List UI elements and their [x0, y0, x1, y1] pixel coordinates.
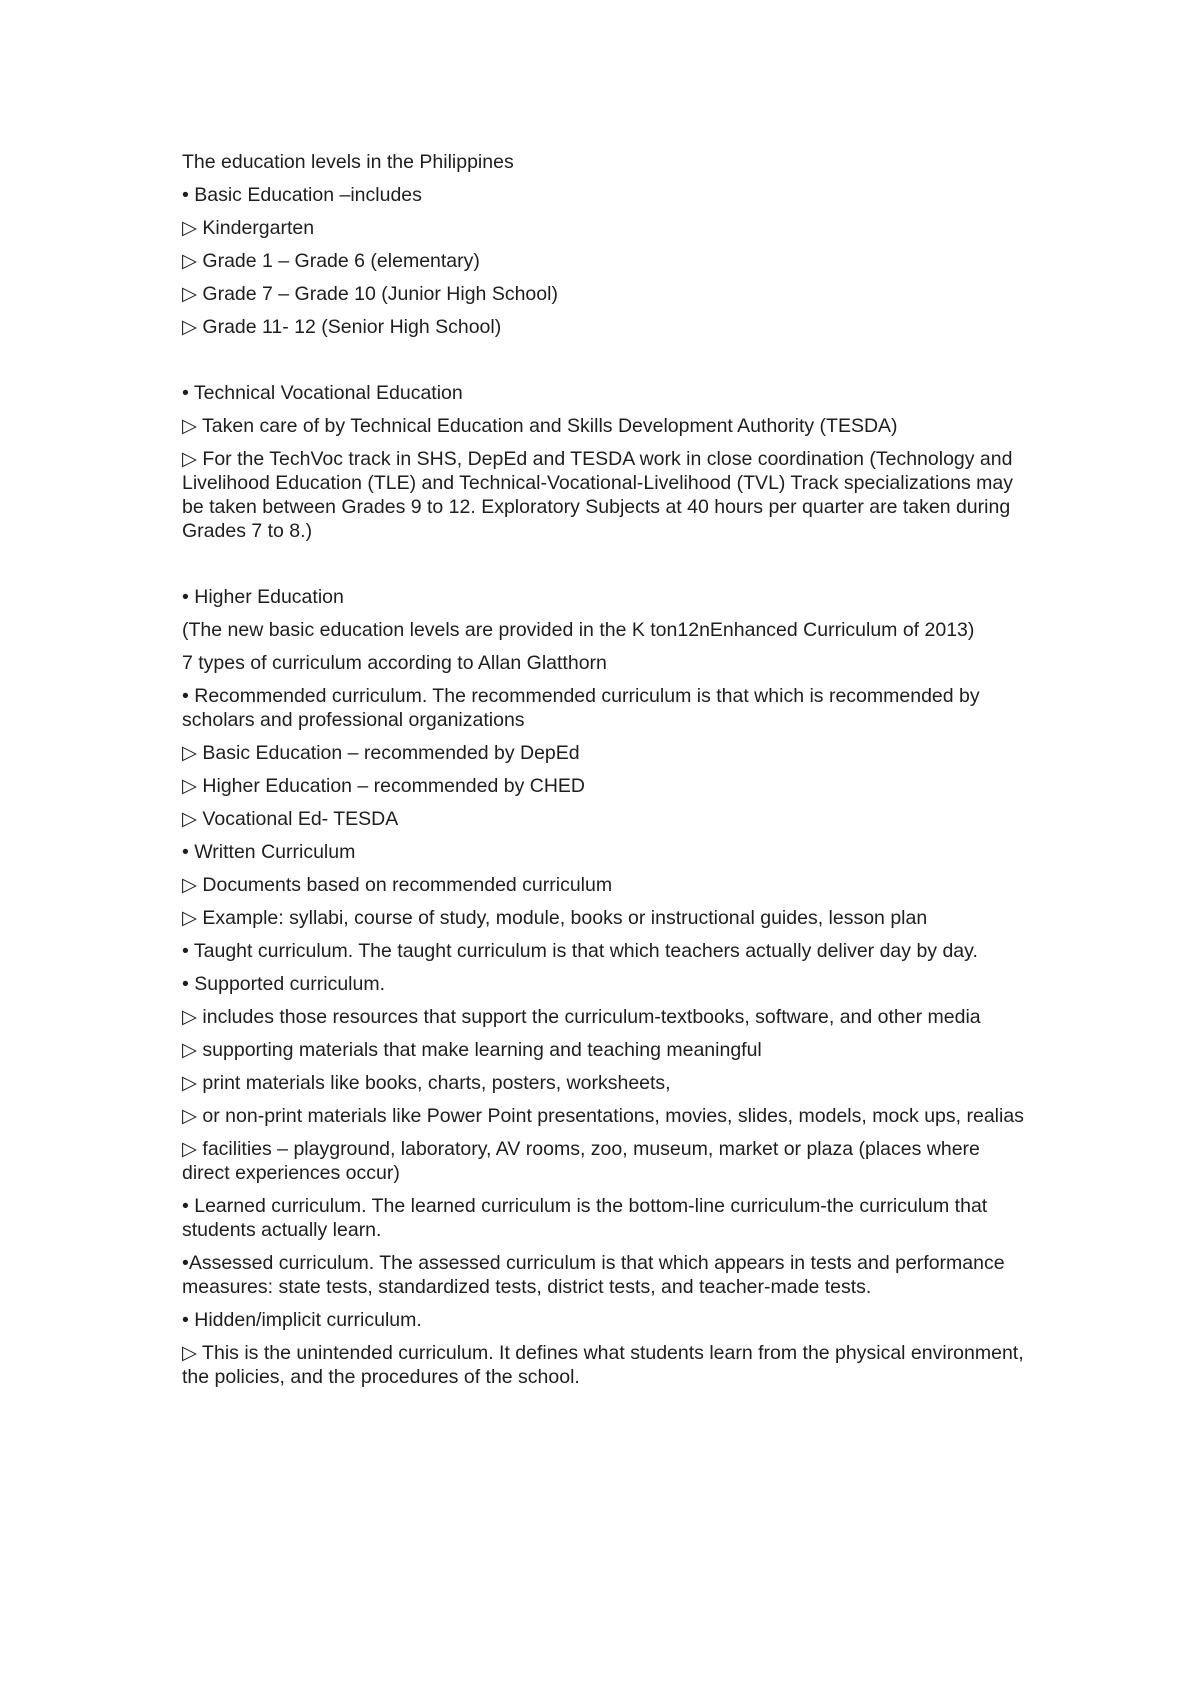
document-paragraph: ▷ or non-print materials like Power Point presentations, movies, slides, models, mock ups, realias [182, 1105, 1024, 1127]
document-paragraph: (The new basic education levels are provided in the K ton12nEnhanced Curriculum of 2013) [182, 619, 975, 641]
document-paragraph: 7 types of curriculum according to Allan Glatthorn [182, 652, 607, 674]
document-paragraph: •Assessed curriculum. The assessed curriculum is that which appears in tests and performance measures: state tests, standardized tests, district tests, and teacher-made tests. [182, 1252, 1005, 1298]
document-body [182, 150, 1032, 1398]
document-paragraph: ▷ For the TechVoc track in SHS, DepEd and TESDA work in close coordination (Technology and Livelihood Education (TLE) and Technical-Vocational-Livelihood (TVL) Track specializations may be taken between Grades 9 to 12. Exploratory Subjects at 40 hours per quarter are taken during Grades 7 to 8.) [182, 448, 1013, 542]
document-paragraph: ▷ Taken care of by Technical Education and Skills Development Authority (TESDA) [182, 415, 898, 437]
document-paragraph: ▷ Documents based on recommended curriculum [182, 874, 613, 896]
document-paragraph: ▷ Grade 11- 12 (Senior High School) [182, 316, 502, 338]
document-paragraph: ▷ This is the unintended curriculum. It defines what students learn from the physical environment, the policies, and the procedures of the school. [182, 1342, 1024, 1388]
document-paragraph: The education levels in the Philippines [182, 151, 514, 173]
document-paragraph: ▷ Grade 7 – Grade 10 (Junior High School) [182, 283, 558, 305]
document-paragraph: • Recommended curriculum. The recommended curriculum is that which is recommended by scholars and professional organizations [182, 685, 980, 731]
document-paragraph: • Technical Vocational Education [182, 382, 463, 404]
document-paragraph: • Taught curriculum. The taught curriculum is that which teachers actually deliver day by day. [182, 940, 978, 962]
document-paragraph: ▷ Grade 1 – Grade 6 (elementary) [182, 250, 480, 272]
document-paragraph: • Learned curriculum. The learned curriculum is the bottom-line curriculum-the curriculum that students actually learn. [182, 1195, 988, 1241]
document-paragraph: ▷ supporting materials that make learning and teaching meaningful [182, 1039, 762, 1061]
document-paragraph: • Basic Education –includes [182, 184, 422, 206]
document-paragraph: ▷ includes those resources that support the curriculum-textbooks, software, and other media [182, 1006, 981, 1028]
document-paragraph: ▷ facilities – playground, laboratory, AV rooms, zoo, museum, market or plaza (places where direct experiences occur) [182, 1138, 980, 1184]
document-paragraph: • Supported curriculum. [182, 973, 385, 995]
document-paragraph: ▷ Basic Education – recommended by DepEd [182, 742, 580, 764]
document-paragraph: ▷ Higher Education – recommended by CHED [182, 775, 586, 797]
document-paragraph: ▷ print materials like books, charts, posters, worksheets, [182, 1072, 671, 1094]
document-paragraph: ▷ Vocational Ed- TESDA [182, 808, 399, 830]
document-paragraph: • Hidden/implicit curriculum. [182, 1309, 422, 1331]
document-paragraph: • Written Curriculum [182, 841, 356, 863]
document-paragraph: ▷ Example: syllabi, course of study, module, books or instructional guides, lesson plan [182, 907, 928, 929]
document-paragraph: ▷ Kindergarten [182, 217, 315, 239]
document-paragraph: • Higher Education [182, 586, 344, 608]
